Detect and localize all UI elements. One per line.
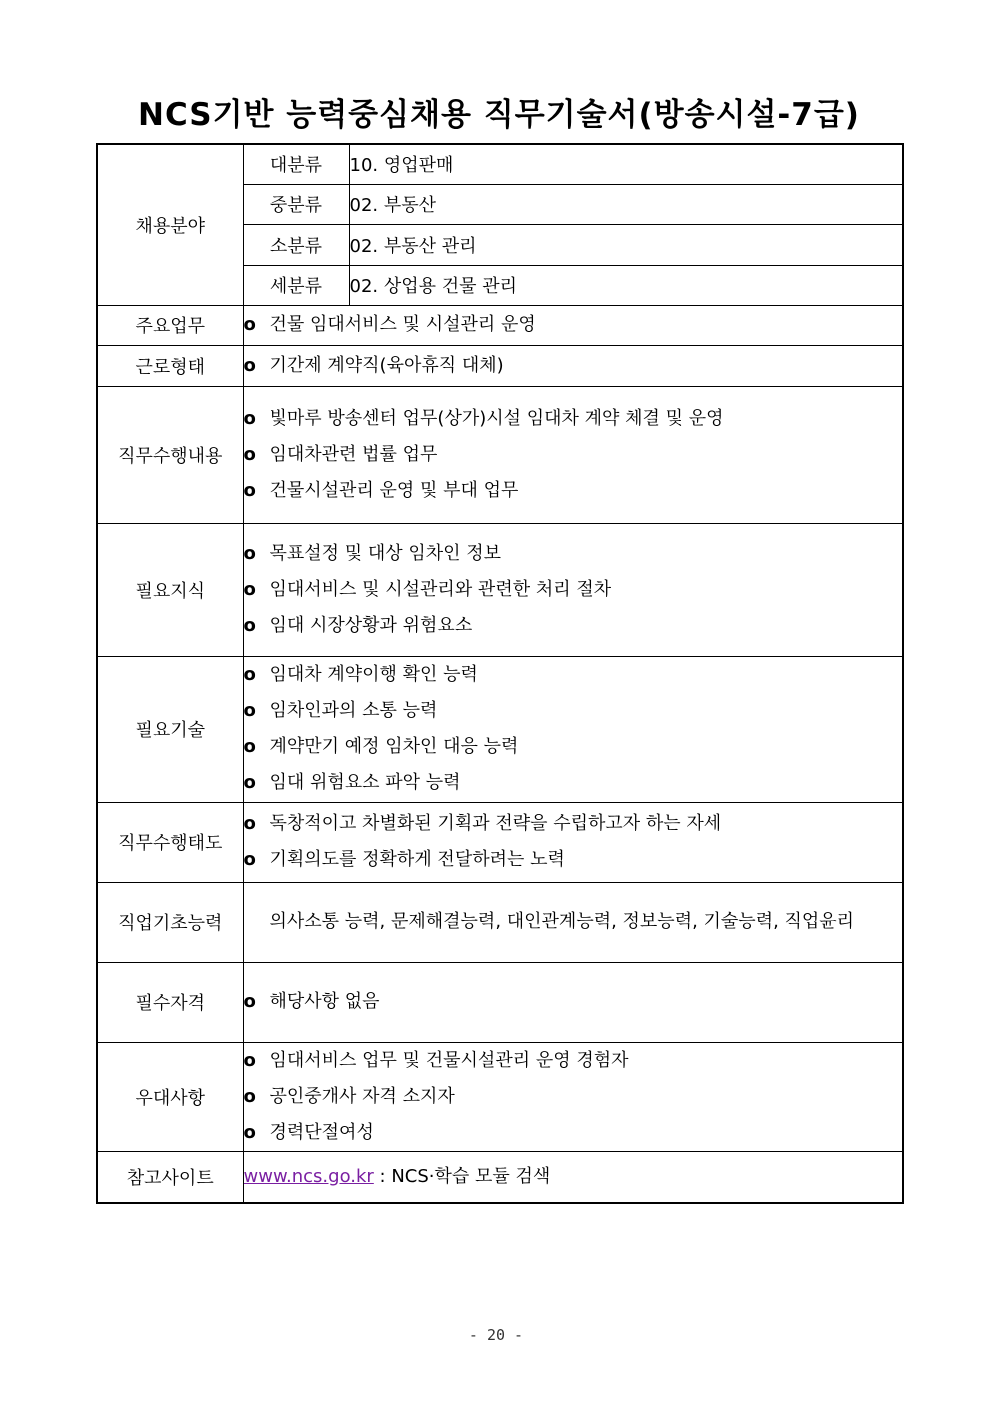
bullet-icon: o [243,664,256,685]
section-label: 필수자격 [97,962,243,1042]
bullet-icon: o [243,443,256,465]
section-required-skills [97,656,903,802]
section-content [243,656,903,802]
bullet-icon: o [243,314,256,335]
list-item: o 임대서비스 및 시설관리와 관련한 처리 절차 [244,572,903,608]
section-content [243,345,903,386]
job-description-table [96,143,904,1204]
section-content [243,1151,903,1203]
classification-value: 02. 상업용 건물 관리 [349,265,903,305]
bullet-icon: o [243,1121,256,1143]
section-label: 우대사항 [97,1042,243,1151]
list-item: o 임대 시장상황과 위험요소 [244,608,903,644]
list-item: o 임대차관련 법률 업무 [244,437,903,473]
section-required-qualifications [97,962,903,1042]
section-content [243,305,903,345]
classification-value: 10. 영업판매 [349,144,903,184]
list-item: o 임차인과의 소통 능력 [244,693,903,729]
bullet-icon: o [243,991,256,1012]
bullet-icon: o [243,700,256,721]
section-required-knowledge [97,523,903,656]
section-content [243,523,903,656]
list-item: o 계약만기 예정 임차인 대응 능력 [244,729,903,765]
classification-value: 02. 부동산 [349,184,903,224]
document-title: NCS기반 능력중심채용 직무기술서(방송시설-7급) [138,97,860,133]
bullet-icon: o [243,813,256,834]
bullet-icon: o [243,1049,256,1071]
list-item: o 빛마루 방송센터 업무(상가)시설 임대차 계약 체결 및 운영 [244,401,903,437]
section-label: 직무수행내용 [97,386,243,523]
bullet-icon: o [243,578,256,600]
bullet-icon [244,905,270,939]
section-employment-type [97,345,903,386]
classification-value: 02. 부동산 관리 [349,224,903,265]
classification-label: 채용분야 [97,144,243,305]
list-item: o 독창적이고 차별화된 기획과 전략을 수립하고자 하는 자세 [244,806,903,842]
list-item: o 임대차 계약이행 확인 능력 [244,657,903,693]
ncs-site-link[interactable]: www.ncs.go.kr [243,1165,374,1187]
list-item: o 건물시설관리 운영 및 부대 업무 [244,473,903,509]
classification-level: 대분류 [243,144,349,184]
section-label: 필요기술 [97,656,243,802]
section-label: 참고사이트 [97,1151,243,1203]
list-item: o 기간제 계약직(육아휴직 대체) [244,348,903,384]
section-job-tasks [97,386,903,523]
bullet-icon: o [243,479,256,501]
section-label: 근로형태 [97,345,243,386]
section-basic-competencies [97,882,903,962]
list-item: o 공인중개사 자격 소지자 [244,1079,903,1115]
reference-separator: : [373,1165,392,1187]
bullet-icon: o [243,542,256,564]
bullet-icon: o [243,614,256,636]
page-number: - 20 - [468,1326,524,1344]
classification-level: 중분류 [243,184,349,224]
bullet-icon: o [243,354,256,376]
section-label: 주요업무 [97,305,243,345]
section-content [243,882,903,962]
section-preferences [97,1042,903,1151]
bullet-icon: o [243,407,256,429]
section-main-duties [97,305,903,345]
list-item: o 목표설정 및 대상 임차인 정보 [244,536,903,572]
reference-description: NCS·학습 모듈 검색 [391,1165,551,1187]
section-content [243,386,903,523]
bullet-icon: o [243,849,256,870]
section-label: 직무수행태도 [97,802,243,882]
list-item: o 임대 위험요소 파악 능력 [244,765,903,801]
classification-level: 소분류 [243,224,349,265]
list-item: o 해당사항 없음 [244,984,903,1020]
classification-level: 세분류 [243,265,349,305]
reference-line [244,1159,903,1195]
list-item: o 경력단절여성 [244,1115,903,1151]
section-label: 직업기초능력 [97,882,243,962]
section-content [243,802,903,882]
list-item: o 기획의도를 정확하게 전달하려는 노력 [244,842,903,878]
list-item: o 건물 임대서비스 및 시설관리 운영 [244,307,903,343]
list-item: 의사소통 능력, 문제해결능력, 대인관계능력, 정보능력, 기술능력, 직업윤리 [244,905,903,939]
bullet-icon: o [243,736,256,757]
bullet-icon: o [243,1085,256,1107]
list-item: o 임대서비스 업무 및 건물시설관리 운영 경험자 [244,1043,903,1079]
section-reference-site [97,1151,903,1203]
section-job-attitude [97,802,903,882]
section-content [243,1042,903,1151]
classification-row [97,144,903,184]
section-content [243,962,903,1042]
bullet-icon: o [243,772,256,793]
section-label: 필요지식 [97,523,243,656]
